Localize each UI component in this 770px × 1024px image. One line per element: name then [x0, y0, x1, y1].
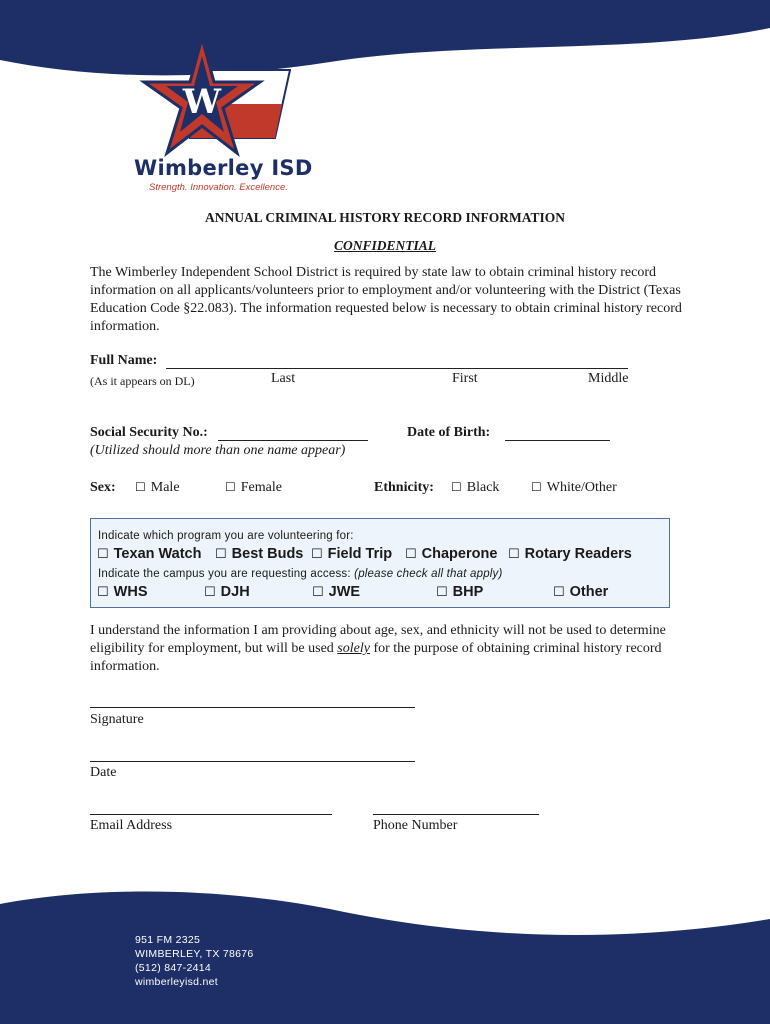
checkbox-icon: ☐ — [553, 585, 565, 600]
checkbox-icon: ☐ — [451, 480, 462, 494]
date-label: Date — [90, 765, 117, 780]
document-title: ANNUAL CRIMINAL HISTORY RECORD INFORMATION — [204, 210, 566, 225]
campus-option-bhp[interactable]: ☐ BHP — [436, 584, 484, 600]
brand-tagline: Strength. Innovation. Excellence. — [149, 182, 288, 193]
program-option-chaperone[interactable]: ☐ Chaperone — [405, 546, 498, 562]
checkbox-icon: ☐ — [135, 480, 146, 494]
brand-name: Wimberley ISD — [134, 156, 313, 180]
checkbox-icon: ☐ — [97, 585, 109, 600]
full-name-label: Full Name: — [90, 353, 158, 368]
email-field[interactable] — [90, 814, 332, 815]
sex-option-male[interactable]: ☐ Male — [135, 480, 180, 495]
email-label: Email Address — [90, 818, 173, 833]
checkbox-icon: ☐ — [531, 480, 542, 494]
campus-option-whs[interactable]: ☐ WHS — [97, 584, 148, 600]
footer-wave — [0, 884, 770, 1024]
intro-paragraph: The Wimberley Independent School District is required by state law to obtain criminal history record information on all applicants/volunteers prior to employment and/or volunteering with the District (Texas Education Code §22.083). The information requested below is necessary to obtain criminal history record information. — [90, 265, 682, 334]
campus-hint: (please check all that apply) — [354, 568, 503, 580]
checkbox-icon: ☐ — [311, 547, 323, 562]
footer-street: 951 FM 2325 — [135, 934, 201, 946]
footer-website[interactable]: wimberleyisd.net — [135, 976, 218, 988]
date-field[interactable] — [90, 761, 415, 762]
acknowledgement-paragraph: I understand the information I am providing about age, sex, and ethnicity will not be used to determine eligibility for employment, but will be used solely for the purpose of obtaining criminal history record information. — [90, 623, 666, 674]
campus-option-jwe[interactable]: ☐ JWE — [312, 584, 361, 600]
first-name-caption: First — [452, 371, 478, 386]
ethnicity-option-white-other[interactable]: ☐ White/Other — [531, 480, 617, 495]
footer-phone: (512) 847-2414 — [135, 962, 212, 974]
campus-option-djh[interactable]: ☐ DJH — [204, 584, 250, 600]
checkbox-icon: ☐ — [97, 547, 109, 562]
checkbox-icon: ☐ — [436, 585, 448, 600]
middle-name-caption: Middle — [588, 371, 629, 386]
header-wave — [0, 0, 770, 110]
campus-heading: Indicate the campus you are requesting access: (please check all that apply) — [98, 568, 503, 580]
ssn-field[interactable] — [218, 440, 368, 441]
ssn-label: Social Security No.: — [90, 425, 208, 440]
sex-label: Sex: — [90, 480, 116, 495]
document-subtitle: CONFIDENTIAL — [333, 238, 436, 253]
phone-field[interactable] — [373, 814, 539, 815]
solely-emphasis: solely — [337, 641, 370, 656]
program-heading: Indicate which program you are volunteering for: — [98, 530, 354, 542]
svg-text:W: W — [182, 82, 222, 122]
ethnicity-option-black[interactable]: ☐ Black — [451, 480, 500, 495]
checkbox-icon: ☐ — [225, 480, 236, 494]
signature-field[interactable] — [90, 707, 415, 708]
phone-label: Phone Number — [373, 818, 458, 833]
program-option-texan-watch[interactable]: ☐ Texan Watch — [97, 546, 202, 562]
program-option-best-buds[interactable]: ☐ Best Buds — [215, 546, 304, 562]
checkbox-icon: ☐ — [405, 547, 417, 562]
checkbox-icon: ☐ — [215, 547, 227, 562]
footer-address — [135, 933, 254, 989]
footer-city: WIMBERLEY, TX 78676 — [135, 948, 254, 960]
last-name-caption: Last — [271, 371, 296, 386]
ssn-note: (Utilized should more than one name appear) — [90, 443, 346, 458]
signature-label: Signature — [90, 712, 144, 727]
full-name-hint: (As it appears on DL) — [90, 374, 195, 388]
district-logo — [130, 38, 305, 163]
ethnicity-label: Ethnicity: — [374, 480, 434, 495]
dob-label: Date of Birth: — [407, 425, 491, 440]
program-option-field-trip[interactable]: ☐ Field Trip — [311, 546, 393, 562]
checkbox-icon: ☐ — [204, 585, 216, 600]
full-name-field[interactable] — [166, 368, 628, 369]
sex-option-female[interactable]: ☐ Female — [225, 480, 282, 495]
checkbox-icon: ☐ — [312, 585, 324, 600]
campus-option-other[interactable]: ☐ Other — [553, 584, 609, 600]
dob-field[interactable] — [505, 440, 610, 441]
checkbox-icon: ☐ — [508, 547, 520, 562]
program-option-rotary-readers[interactable]: ☐ Rotary Readers — [508, 546, 632, 562]
